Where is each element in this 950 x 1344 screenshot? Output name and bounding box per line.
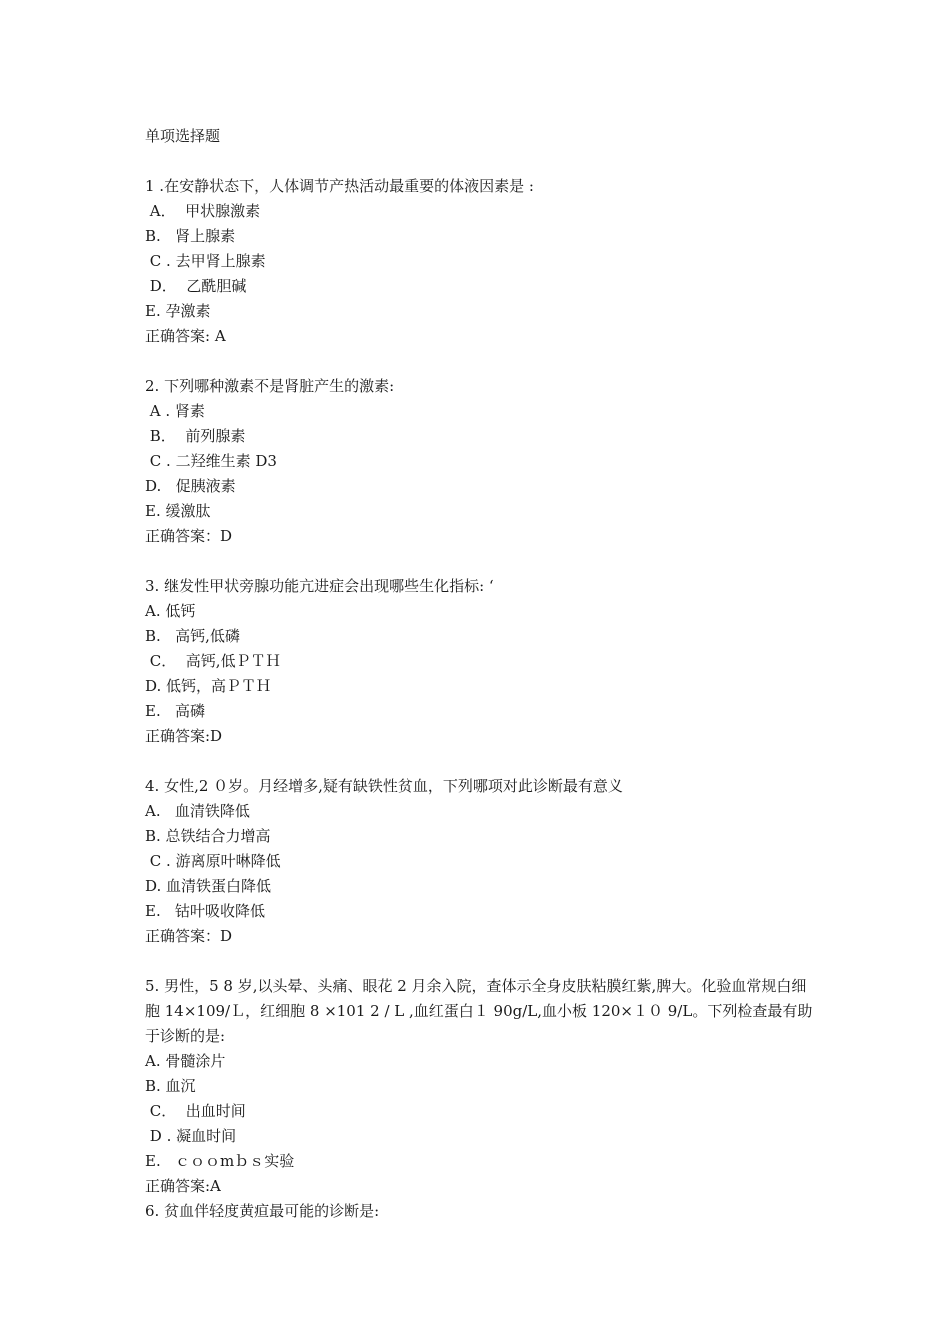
question-stem: 3. 继发性甲状旁腺功能亢进症会出现哪些生化指标: ‘: [145, 577, 494, 595]
option-c: C . 游离原叶啉降低: [145, 852, 281, 870]
option-d: D. 血清铁蛋白降低: [145, 877, 272, 895]
question-1: [145, 174, 815, 349]
correct-answer: 正确答案:A: [145, 1177, 221, 1195]
option-c: C． 出血时间: [145, 1102, 246, 1120]
option-a: A. 骨髓涂片: [145, 1052, 226, 1070]
correct-answer: 正确答案:D: [145, 727, 223, 745]
option-a: A. 血清铁降低: [145, 802, 250, 820]
question-stem: 6. 贫血伴轻度黄疸最可能的诊断是:: [145, 1202, 380, 1220]
option-d: D. 低钙，高ＰＴＨ: [145, 677, 272, 695]
option-d: D． 乙酰胆碱: [145, 277, 247, 295]
question-5: [145, 974, 815, 1199]
question-stem: 5. 男性，5 8 岁,以头晕、头痛、眼花 2 月余入院，查体示全身皮肤粘膜红紫,脾大。化验血常规白细胞 14×109/Ｌ，红细胞 8 ×101 2 / L ,血红蛋白１ 90g/L,血小板 120×１０ 9/L。下列检查最有助于诊断的是:: [145, 977, 813, 1045]
option-b: B． 前列腺素: [145, 427, 246, 445]
question-2: [145, 374, 815, 549]
option-a: A. 低钙: [145, 602, 196, 620]
option-e: E. ｃｏｏmｂｓ实验: [145, 1152, 295, 1170]
option-e: E. 钴叶吸收降低: [145, 902, 266, 920]
option-a: A． 甲状腺激素: [145, 202, 261, 220]
option-d: D. 促胰液素: [145, 477, 236, 495]
section-title: 单项选择题: [145, 127, 221, 145]
option-b: B. 总铁结合力增高: [145, 827, 271, 845]
question-stem: 1 .在安静状态下，人体调节产热活动最重要的体液因素是 :: [145, 177, 534, 195]
question-stem: 2. 下列哪种激素不是肾脏产生的激素:: [145, 377, 395, 395]
option-c: C . 去甲肾上腺素: [145, 252, 266, 270]
option-a: A . 肾素: [145, 402, 205, 420]
correct-answer: 正确答案：D: [145, 527, 233, 545]
question-stem: 4. 女性,2 ０岁。月经增多,疑有缺铁性贫血，下列哪项对此诊断最有意义: [145, 777, 623, 795]
correct-answer: 正确答案：D: [145, 927, 233, 945]
document-page: [145, 124, 815, 1224]
option-b: B. 高钙,低磷: [145, 627, 240, 645]
question-6: [145, 1199, 815, 1224]
option-e: E. 缓激肽: [145, 502, 211, 520]
correct-answer: 正确答案: A: [145, 327, 226, 345]
question-3: [145, 574, 815, 749]
option-c: C． 高钙,低ＰＴＨ: [145, 652, 281, 670]
option-d: D . 凝血时间: [145, 1127, 237, 1145]
question-4: [145, 774, 815, 949]
option-b: B. 血沉: [145, 1077, 196, 1095]
option-b: B. 肾上腺素: [145, 227, 236, 245]
option-e: E. 孕激素: [145, 302, 211, 320]
option-c: C . 二羟维生素 D3: [145, 452, 277, 470]
option-e: E. 高磷: [145, 702, 206, 720]
